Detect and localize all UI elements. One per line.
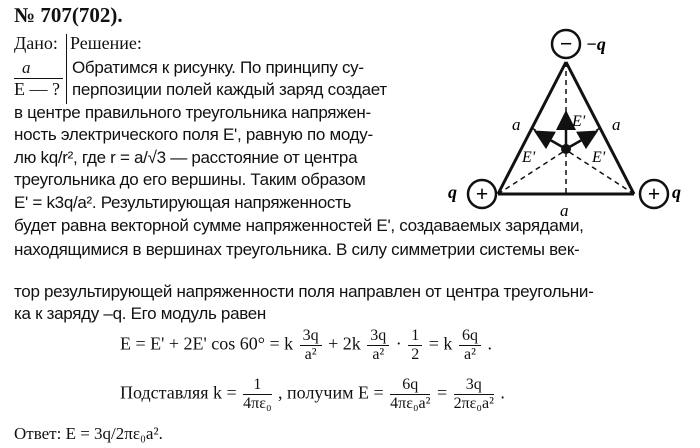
solution-line-3: в центре правильного треугольника напряжен- bbox=[14, 103, 371, 122]
solution-line-1: Обратимся к рисунку. По принципу су- bbox=[72, 58, 364, 77]
svg-text:a: a bbox=[560, 201, 569, 220]
svg-text:−q: −q bbox=[586, 34, 606, 54]
vector-e-left bbox=[538, 133, 566, 149]
svg-text:E': E' bbox=[522, 149, 536, 166]
svg-text:a: a bbox=[612, 115, 621, 134]
solution-line-2: перпозиции полей каждый заряд создает bbox=[72, 80, 387, 99]
svg-text:q: q bbox=[448, 182, 457, 202]
solution-line-7: E' = k3q/a². Результирующая напряженность bbox=[14, 193, 352, 212]
given-find: E — ? bbox=[14, 79, 60, 99]
triangle-figure bbox=[440, 20, 696, 240]
solution-line-5: лю kq/r², где r = a/√3 — расстояние от центра bbox=[14, 148, 358, 167]
svg-text:q: q bbox=[672, 182, 681, 202]
equation-substitution: Подставляя k = $\frac{1}{\text{4πε₀}}$ , получим E = $\frac{6q}{\text{4πε₀a²}}$ = $\frac{3q}{\text{2πε₀a²}}$ . bbox=[120, 376, 505, 412]
vector-e-right bbox=[566, 133, 594, 149]
solution-line-6: треугольника до его вершины. Таким образом bbox=[14, 170, 366, 189]
solution-line-8: будет равна векторной сумме напряженностей E', создаваемых зарядами, bbox=[14, 216, 584, 235]
given-separator bbox=[66, 34, 67, 104]
solution-line-11: ка к заряду –q. Его модуль равен bbox=[14, 304, 267, 323]
solution-line-10: тор результирующей напряженности поля направлен от центра треугольни- bbox=[14, 282, 594, 301]
svg-text:a: a bbox=[512, 115, 521, 134]
answer: Ответ: E = 3q/2πε₀a². bbox=[14, 424, 163, 443]
svg-text:+: + bbox=[475, 181, 489, 206]
svg-text:E': E' bbox=[592, 149, 606, 166]
given-label: Дано: bbox=[14, 33, 58, 53]
problem-number: № 707(702). bbox=[14, 3, 123, 27]
solution-line-4: ность электрического поля E', равную по моду- bbox=[14, 125, 373, 144]
svg-text:−: − bbox=[559, 31, 573, 56]
svg-text:+: + bbox=[647, 181, 661, 206]
svg-text:E': E' bbox=[572, 113, 586, 130]
equation-magnitude: E = E' + 2E' cos 60° = k $\frac{3q}{\text{a²}}$ + 2k $\frac{3q}{\text{a²}}$ · $\frac{1}{2}$ = k $\frac{6q}{\text{a²}}$ . bbox=[120, 327, 492, 363]
solution-label: Решение: bbox=[70, 33, 142, 53]
given-quantity: a bbox=[22, 58, 31, 77]
solution-line-9: находящимися в вершинах треугольника. В силу симметрии системы век- bbox=[14, 240, 580, 259]
